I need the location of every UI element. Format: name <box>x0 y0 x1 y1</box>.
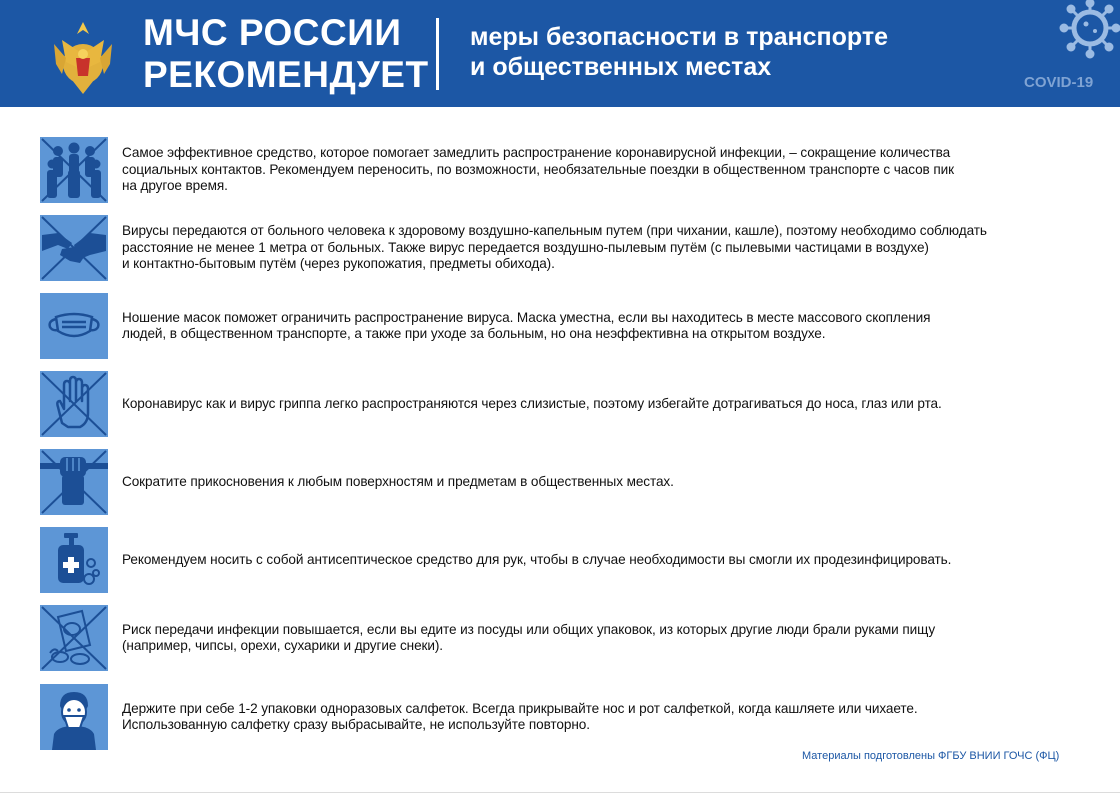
recommendation-text-content: Самое эффективное средство, которое помогает замедлить распространение коронавирусной инфекции, – сокращение количества социальных контактов. Рекомендуем переносить, по возможности, необязательные поездки в общественном транспорте с часов пик на другое время. <box>122 145 954 194</box>
recommendation-icon-box <box>40 605 108 671</box>
recommendation-row <box>40 449 1100 515</box>
recommendation-icon-box <box>40 684 108 750</box>
recommendation-row <box>40 605 1100 671</box>
recommendation-text <box>122 605 1100 671</box>
recommendation-text-content: Коронавирус как и вирус гриппа легко распространяются через слизистые, поэтому избегайте дотрагиваться до носа, глаз или рта. <box>122 395 942 411</box>
recommendation-icon-box <box>40 215 108 281</box>
recommendation-row <box>40 684 1100 750</box>
recommendation-text <box>122 293 1100 359</box>
recommendation-text <box>122 684 1100 750</box>
recommendation-text-content: Риск передачи инфекции повышается, если вы едите из посуды или общих упаковок, из которых другие люди брали руками пищу (например, чипсы, орехи, сухарики и другие снеки). <box>122 621 936 653</box>
recommendation-text <box>122 371 1100 437</box>
recommendation-icon-box <box>40 293 108 359</box>
header-banner <box>0 0 1120 107</box>
recommendation-text <box>122 215 1100 281</box>
recommendation-row <box>40 293 1100 359</box>
page-title <box>143 12 429 96</box>
page-subtitle <box>470 22 888 82</box>
crowd-icon <box>40 137 108 203</box>
sanitizer-icon <box>40 527 108 593</box>
recommendation-row <box>40 137 1100 203</box>
recommendation-text-content: Рекомендуем носить с собой антисептическое средство для рук, чтобы в случае необходимости вы смогли их продезинфицировать. <box>122 551 952 567</box>
recommendation-row <box>40 527 1100 593</box>
header-divider <box>436 18 439 90</box>
covid-badge: COVID-19 <box>1024 74 1094 91</box>
recommendation-row <box>40 371 1100 437</box>
handshake-icon <box>40 215 108 281</box>
footer-credit: Материалы подготовлены ФГБУ ВНИИ ГОЧС (ФЦ) <box>802 750 1060 762</box>
sneeze-icon <box>40 684 108 750</box>
recommendation-row <box>40 215 1100 281</box>
title-line-1: МЧС РОССИИ <box>143 12 402 53</box>
recommendation-icon-box <box>40 527 108 593</box>
subtitle-line-1: меры безопасности в транспорте <box>470 23 888 51</box>
recommendation-icon-box <box>40 371 108 437</box>
recommendation-text-content: Держите при себе 1-2 упаковки одноразовых салфеток. Всегда прикрывайте нос и рот салфеткой, когда кашляете или чихаете. Использованную салфетку сразу выбрасывайте, не используйте повторно. <box>122 700 918 732</box>
recommendation-text <box>122 449 1100 515</box>
virus-icon <box>1050 0 1120 70</box>
mask-icon <box>40 293 108 359</box>
emchs-emblem-icon <box>52 14 114 96</box>
recommendation-text-content: Вирусы передаются от больного человека к здоровому воздушно-капельным путем (при чихании, кашле), поэтому необходимо соблюдать расстояние не менее 1 метра от больных. Также вирус передается воздушно-пылевым путём (с пылевыми частицами в воздухе) и контактно-бытовым путём (через рукопожатия, предметы обихода). <box>122 223 987 272</box>
bottom-divider <box>0 792 1120 793</box>
subtitle-line-2: и общественных местах <box>470 53 772 81</box>
recommendation-text <box>122 137 1100 203</box>
handrail-icon <box>40 449 108 515</box>
recommendation-text-content: Сократите прикосновения к любым поверхностям и предметам в общественных местах. <box>122 473 674 489</box>
recommendation-icon-box <box>40 449 108 515</box>
hand-icon <box>40 371 108 437</box>
snacks-icon <box>40 605 108 671</box>
title-line-2: РЕКОМЕНДУЕТ <box>143 54 429 95</box>
recommendation-icon-box <box>40 137 108 203</box>
recommendation-text <box>122 527 1100 593</box>
recommendation-text-content: Ношение масок поможет ограничить распространение вируса. Маска уместна, если вы находитесь в месте массового скопления людей, в общественном транспорте, а также при уходе за больным, но она неэффективна на открытом воздухе. <box>122 309 931 341</box>
